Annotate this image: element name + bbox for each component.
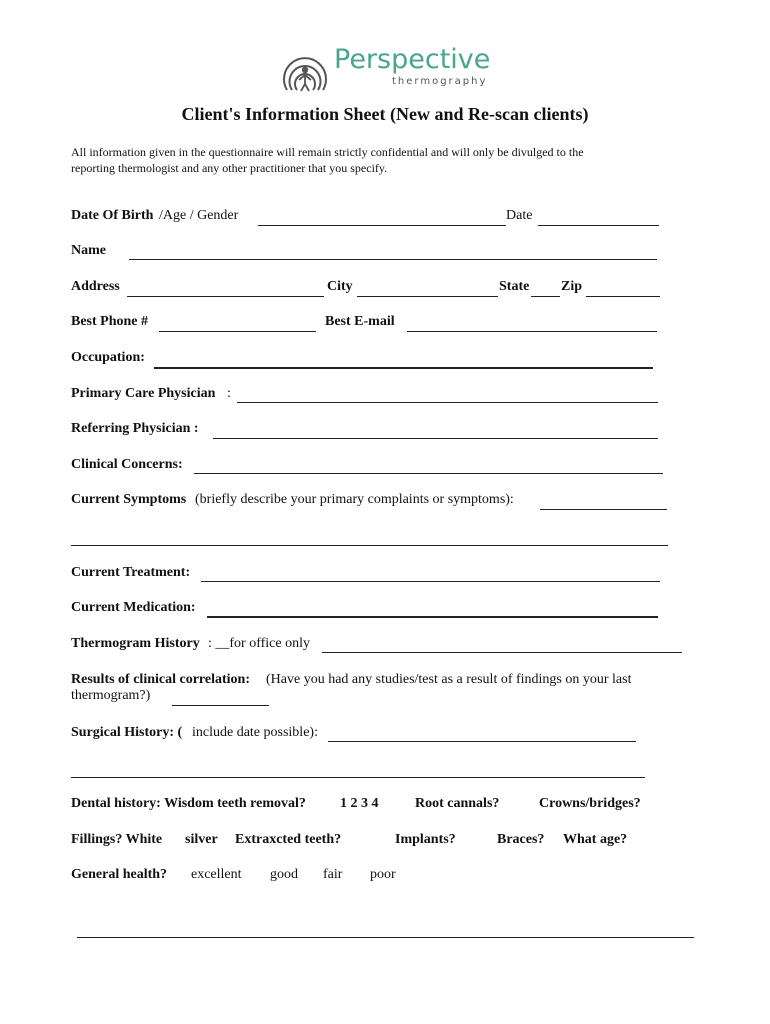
state-field[interactable] (531, 296, 560, 297)
treatment-label: Current Treatment: (71, 565, 191, 580)
thermo-rest: : __for office only (208, 636, 310, 651)
symptoms-field-line-2[interactable] (71, 545, 668, 546)
email-field[interactable] (407, 331, 657, 332)
intro-line-1: All information given in the questionnaire will remain strictly confidential and will only be divulged to the (71, 145, 584, 159)
general-health-label: General health? (71, 867, 168, 882)
extracted-teeth-option[interactable]: Extraxcted teeth? (235, 832, 342, 847)
city-label: City (327, 279, 353, 294)
symptoms-label: Current Symptoms (71, 492, 187, 507)
fillings-silver-option[interactable]: silver (185, 832, 218, 847)
pcp-label: Primary Care Physician (71, 386, 216, 401)
braces-age-option[interactable]: What age? (563, 832, 628, 847)
date-label: Date (506, 208, 533, 223)
surgical-hint: include date possible): (192, 725, 318, 740)
crowns-bridges-option[interactable]: Crowns/bridges? (539, 796, 641, 811)
phone-label: Best Phone # (71, 314, 148, 329)
medication-field[interactable] (207, 616, 658, 618)
thermo-field[interactable] (322, 652, 682, 653)
dental-label: Dental history: Wisdom teeth removal? (71, 796, 306, 811)
state-label: State (499, 279, 530, 294)
surgical-field[interactable] (328, 741, 636, 742)
email-label: Best E-mail (325, 314, 395, 329)
intro-line-2: reporting thermologist and any other practitioner that you specify. (71, 161, 388, 175)
dob-field[interactable] (258, 225, 506, 226)
wisdom-teeth-numbers[interactable]: 1 2 3 4 (340, 796, 379, 811)
symptoms-hint: (briefly describe your primary complaints or symptoms): (195, 492, 514, 507)
address-label: Address (71, 279, 120, 294)
zip-label: Zip (561, 279, 583, 294)
name-label: Name (71, 243, 106, 258)
results-field[interactable] (172, 705, 269, 706)
page-title: Client's Information Sheet (New and Re-scan clients) (181, 104, 589, 124)
address-field[interactable] (127, 296, 324, 297)
symptoms-field[interactable] (540, 509, 667, 510)
logo-tagline: thermography (392, 76, 488, 87)
occupation-field[interactable] (154, 367, 653, 369)
logo-thermal-head-icon (280, 44, 330, 94)
date-field[interactable] (538, 225, 659, 226)
results-hint: (Have you had any studies/test as a result of findings on your last (266, 672, 632, 687)
clinical-label: Clinical Concerns: (71, 457, 183, 472)
surgical-label: Surgical History: ( (71, 725, 183, 740)
health-option-fair[interactable]: fair (323, 867, 343, 882)
referring-field[interactable] (213, 438, 658, 439)
dob-label: Date Of Birth (71, 208, 154, 223)
dob-rest-label: /Age / Gender (159, 208, 239, 223)
occupation-label: Occupation: (71, 350, 145, 365)
health-option-poor[interactable]: poor (370, 867, 396, 882)
treatment-field[interactable] (201, 581, 660, 582)
root-canals-option[interactable]: Root cannals? (415, 796, 500, 811)
health-option-good[interactable]: good (270, 867, 298, 882)
city-field[interactable] (357, 296, 498, 297)
pcp-field[interactable] (237, 402, 658, 403)
clinical-field[interactable] (194, 473, 663, 474)
notes-field[interactable] (77, 937, 694, 938)
medication-label: Current Medication: (71, 600, 196, 615)
results-label: Results of clinical correlation: (71, 672, 250, 687)
fillings-white-option[interactable]: Fillings? White (71, 832, 163, 847)
surgical-field-line-2[interactable] (71, 777, 645, 778)
name-field[interactable] (129, 259, 657, 260)
zip-field[interactable] (586, 296, 660, 297)
health-option-excellent[interactable]: excellent (191, 867, 242, 882)
phone-field[interactable] (159, 331, 316, 332)
pcp-colon: : (227, 386, 231, 401)
implants-option[interactable]: Implants? (395, 832, 456, 847)
results-hint-2: thermogram?) (71, 688, 151, 703)
logo-name: Perspective (334, 44, 491, 75)
thermo-label: Thermogram History (71, 636, 200, 651)
referring-label: Referring Physician : (71, 421, 199, 436)
braces-option[interactable]: Braces? (497, 832, 545, 847)
